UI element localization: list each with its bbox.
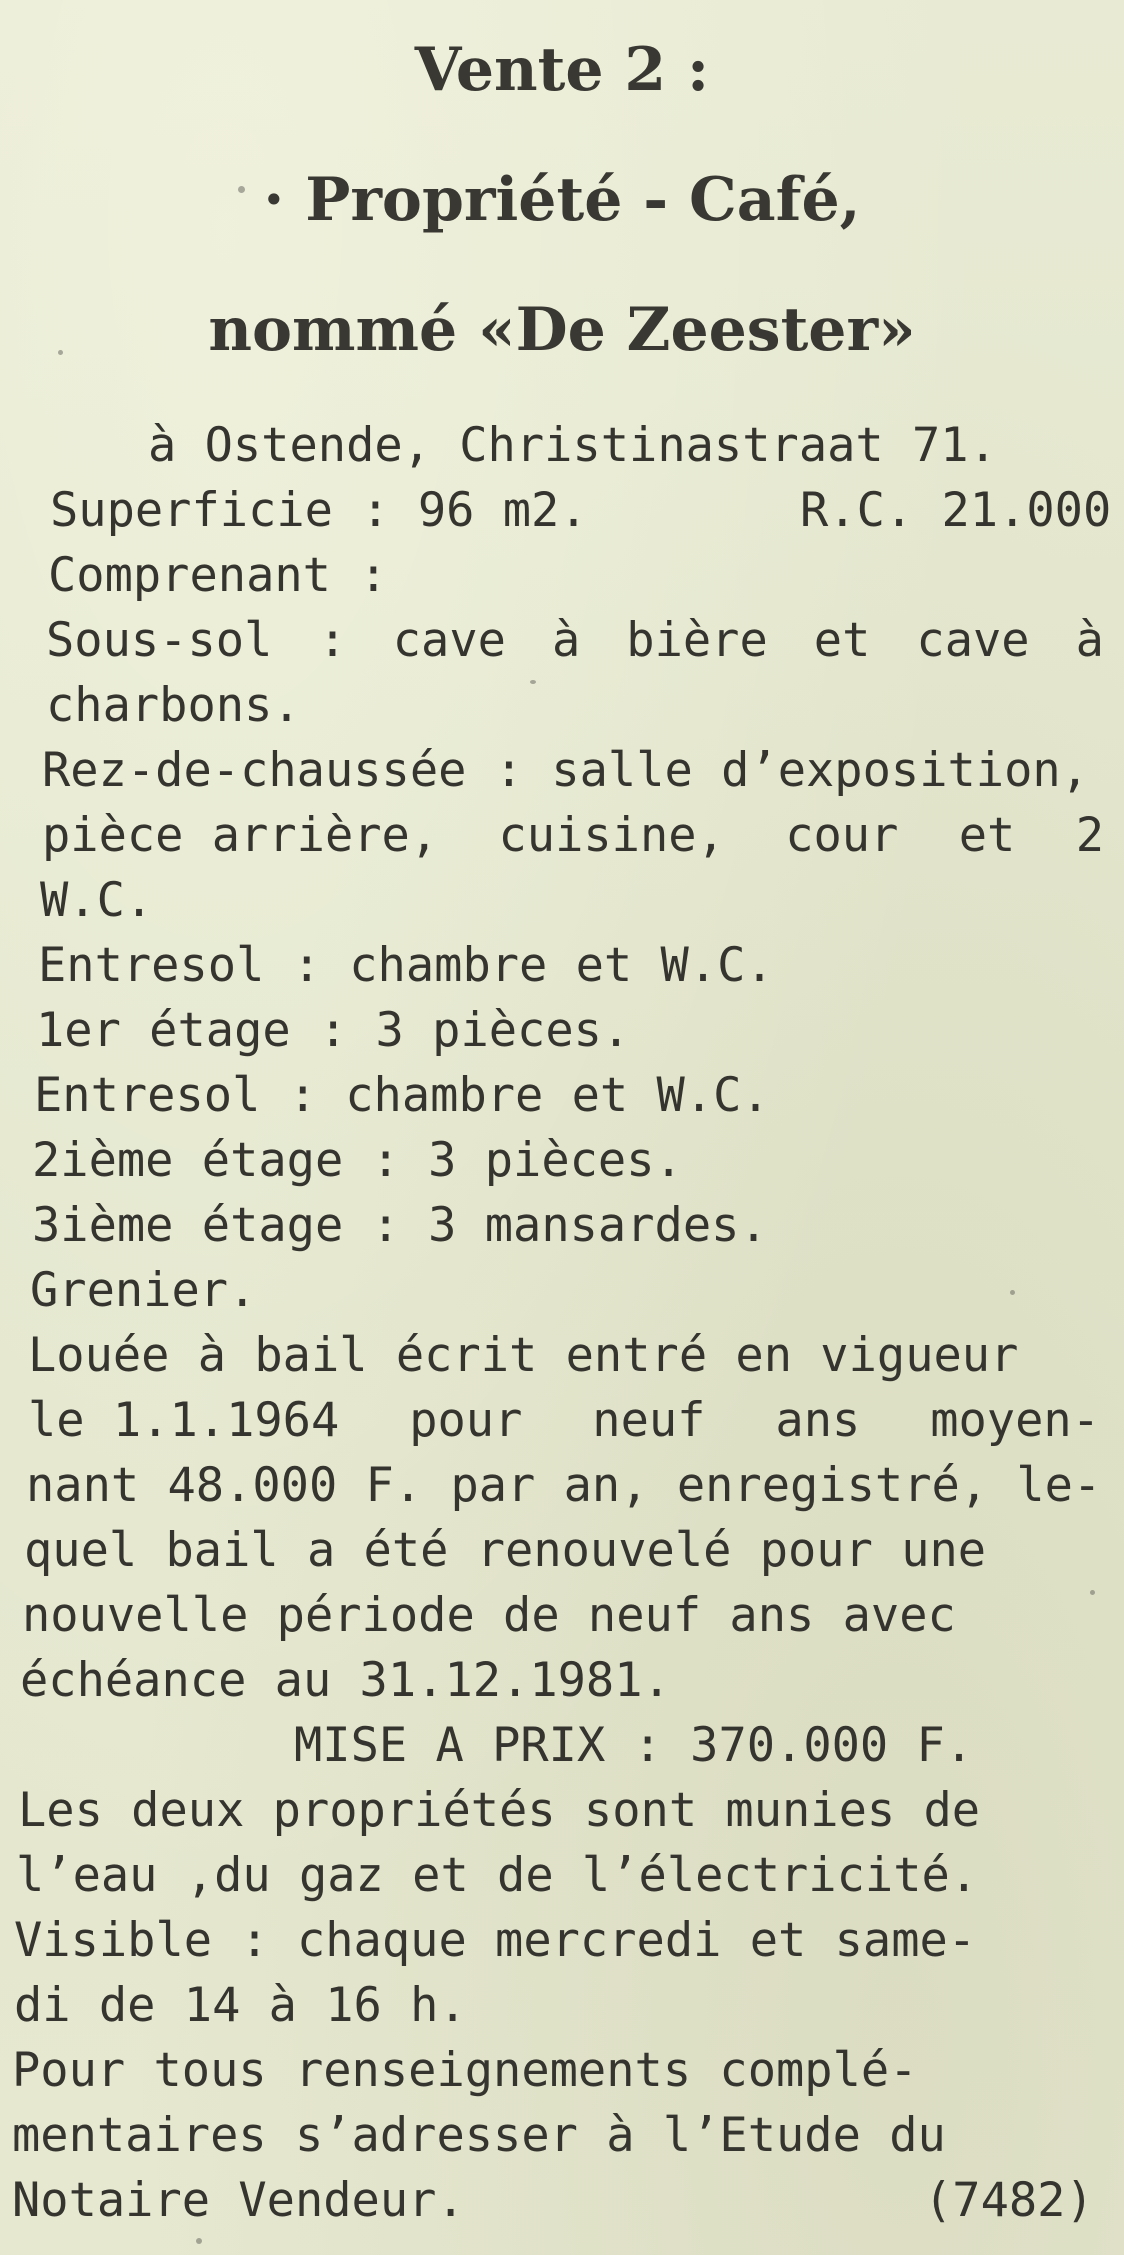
- word: 2: [1075, 808, 1104, 863]
- area-text: Superficie : 96 m2.: [50, 483, 588, 538]
- notary-line: Notaire Vendeur.: [12, 2173, 465, 2228]
- utilities-line-2: l’eau ,du gaz et de l’électricité.: [16, 1848, 979, 1903]
- entresol-line-2: Entresol : chambre et W.C.: [34, 1068, 770, 1123]
- address-line: à Ostende, Christinastraat 71.: [148, 418, 997, 473]
- starting-price-line: MISE A PRIX : 370.000 F.: [294, 1718, 974, 1773]
- visiting-line-2: di de 14 à 16 h.: [14, 1978, 467, 2033]
- property-name-heading: nommé «De Zeester»: [208, 295, 916, 365]
- piece-line: [42, 805, 1104, 867]
- comprenant-line: Comprenant :: [48, 548, 388, 603]
- lease-line-5: nouvelle période de neuf ans avec: [22, 1588, 956, 1643]
- entresol-line-1: Entresol : chambre et W.C.: [38, 938, 774, 993]
- charbons-line: charbons.: [46, 678, 301, 733]
- lease-line-1: Louée à bail écrit entré en vigueur: [28, 1328, 1019, 1383]
- grenier-line: Grenier.: [30, 1263, 257, 1318]
- word: cave: [916, 613, 1030, 668]
- word: neuf: [592, 1393, 706, 1448]
- word: et: [813, 613, 871, 668]
- second-floor-line: 2ième étage : 3 pièces.: [32, 1133, 683, 1188]
- word: :: [318, 613, 347, 668]
- lease-line-6: échéance au 31.12.1981.: [20, 1653, 671, 1708]
- word: à: [551, 613, 581, 668]
- word: cuisine,: [498, 808, 725, 863]
- print-speck: [196, 2238, 202, 2244]
- watermark-mark: [520, 960, 610, 1360]
- print-speck: [1090, 1590, 1095, 1595]
- rc-text: R.C. 21.000: [800, 483, 1112, 538]
- sale-heading: Vente 2 :: [414, 35, 710, 105]
- print-speck: [238, 186, 245, 193]
- word: à: [1075, 613, 1104, 668]
- word: ans: [775, 1393, 861, 1448]
- lease-line-3: nant 48.000 F. par an, enregistré, le-: [26, 1458, 1102, 1513]
- reference-number: (7482): [924, 2173, 1094, 2228]
- print-speck: [58, 350, 63, 355]
- utilities-line-1: Les deux propriétés sont munies de: [18, 1783, 981, 1838]
- soussol-line: [46, 610, 1104, 672]
- lease-line-2: [28, 1390, 1100, 1452]
- word: cour: [785, 808, 899, 863]
- word: cave: [392, 613, 506, 668]
- rez-line: Rez-de-chaussée : salle d’exposition,: [42, 743, 1089, 798]
- word: bière: [626, 613, 768, 668]
- word: et: [958, 808, 1016, 863]
- third-floor-line: 3ième étage : 3 mansardes.: [32, 1198, 768, 1253]
- wc-line: W.C.: [40, 873, 154, 928]
- first-floor-line: 1er étage : 3 pièces.: [36, 1003, 631, 1058]
- property-heading: · Propriété - Café,: [263, 165, 861, 235]
- word: moyen-: [930, 1393, 1100, 1448]
- info-line-2: mentaires s’adresser à l’Etude du: [12, 2108, 946, 2163]
- word: pièce arrière,: [42, 808, 439, 863]
- lease-line-4: quel bail a été renouvelé pour une: [24, 1523, 987, 1578]
- print-speck: [1010, 1290, 1015, 1295]
- info-line-1: Pour tous renseignements complé-: [12, 2043, 918, 2098]
- word: le 1.1.1964: [28, 1393, 340, 1448]
- visiting-line-1: Visible : chaque mercredi et same-: [14, 1913, 977, 1968]
- word: Sous-sol: [46, 613, 273, 668]
- word: pour: [409, 1393, 523, 1448]
- print-speck: [530, 680, 536, 684]
